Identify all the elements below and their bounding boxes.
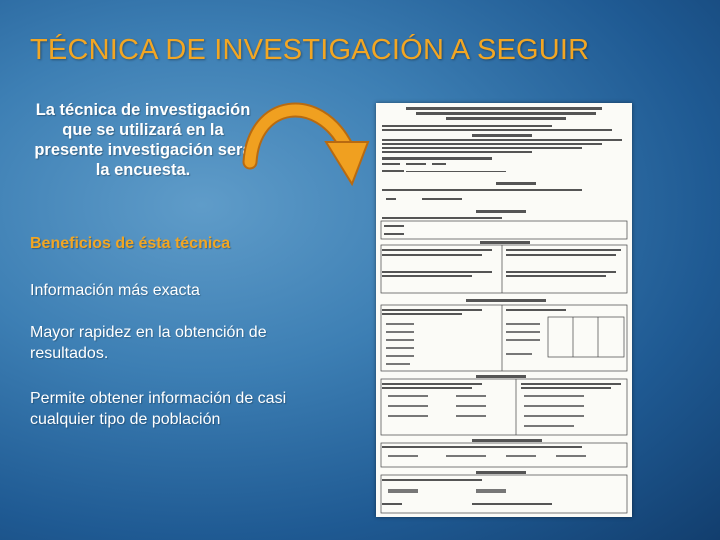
curved-arrow-icon [238, 92, 378, 192]
benefit-item: Mayor rapidez en la obtención de resultados. [30, 324, 267, 362]
benefits-heading: Beneficios de ésta técnica [30, 235, 231, 252]
survey-form-illustration [376, 103, 632, 517]
benefit-item: Permite obtener información de casi cualquier tipo de población [30, 390, 287, 428]
slide-title: TÉCNICA DE INVESTIGACIÓN A SEGUIR [30, 34, 590, 66]
survey-document-image [376, 103, 632, 517]
intro-text: La técnica de investigación que se utilizará en la presente investigación será la encuesta. [34, 101, 252, 179]
benefit-item: Información más exacta [30, 282, 200, 299]
